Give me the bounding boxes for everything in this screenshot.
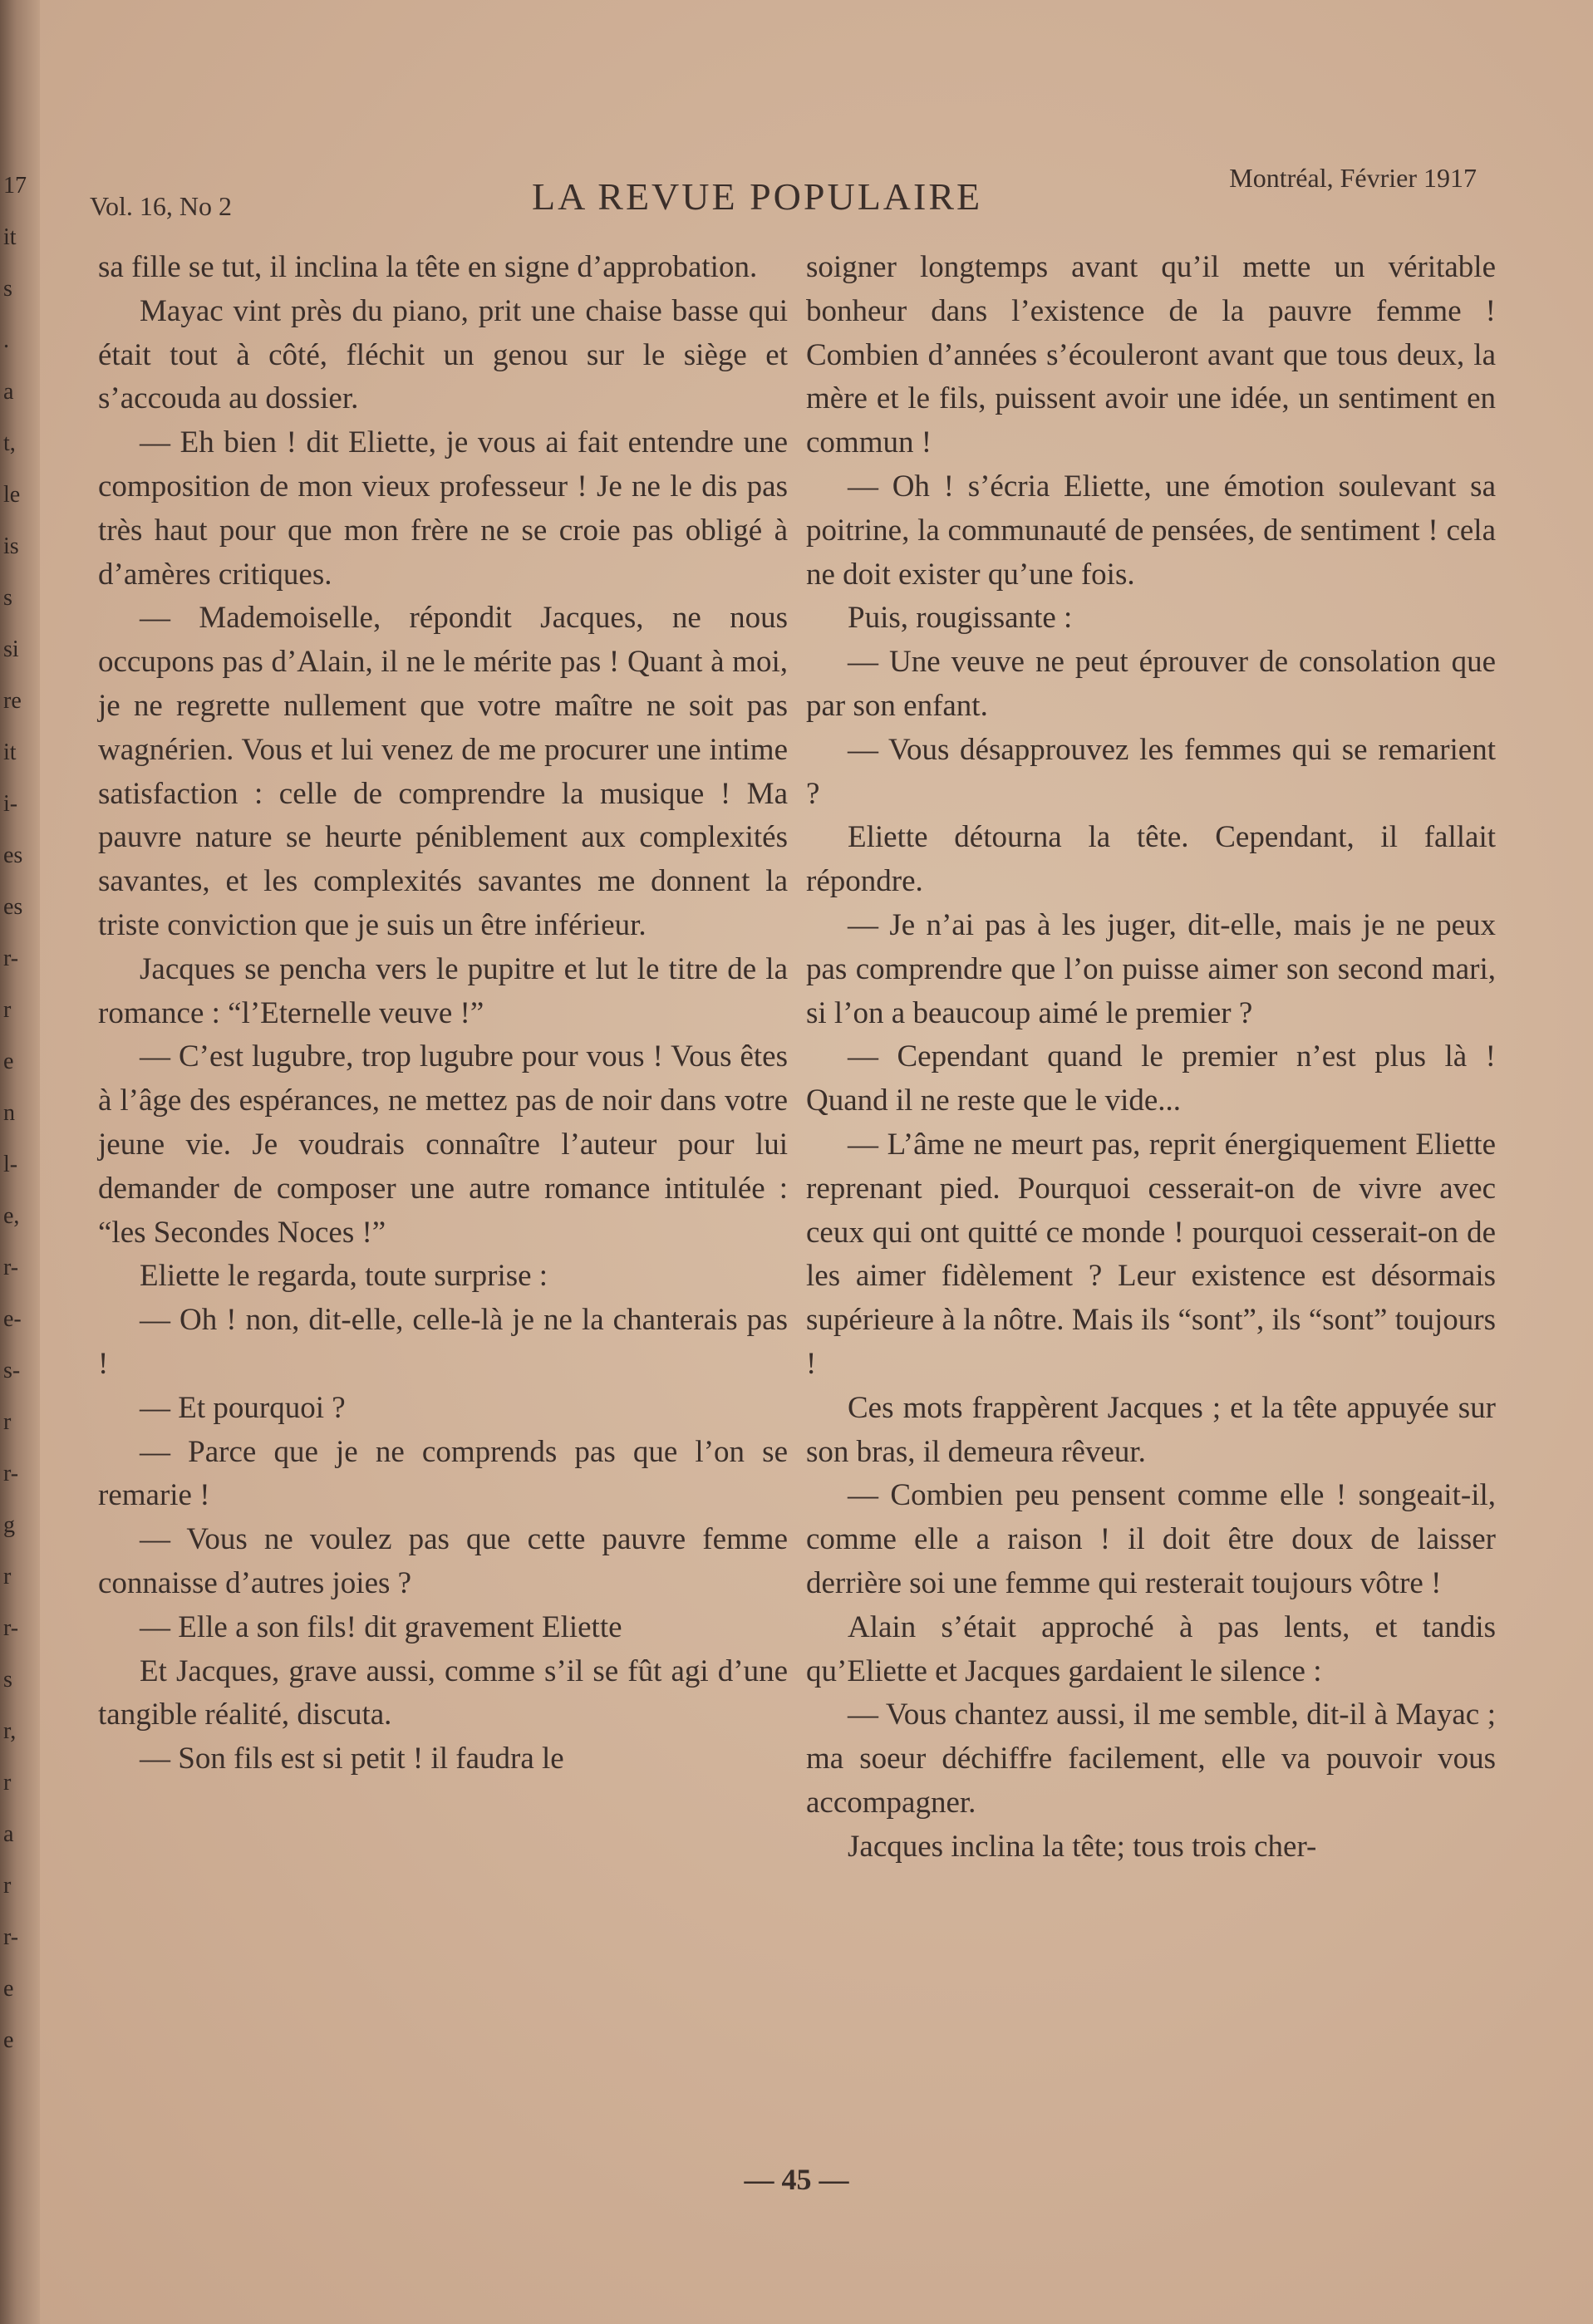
- margin-fragment: it: [3, 224, 17, 250]
- paragraph: — Vous désapprouvez les femmes qui se remarient ?: [806, 732, 1496, 811]
- margin-fragment: s: [3, 1667, 12, 1693]
- margin-fragment: r: [3, 1873, 12, 1899]
- paragraph: — Et pourquoi ?: [140, 1390, 346, 1425]
- margin-fragment: it: [3, 739, 17, 765]
- margin-fragment: l-: [3, 1152, 18, 1177]
- left-column: [98, 246, 788, 1781]
- paragraph: — Une veuve ne peut éprouver de consolation que par son enfant.: [806, 645, 1496, 723]
- margin-fragment: r: [3, 1770, 12, 1796]
- paragraph: — Cependant quand le premier n’est plus là ! Quand il ne reste que le vide...: [806, 1039, 1496, 1118]
- page-number: — 45 —: [744, 2163, 849, 2196]
- paragraph: — L’âme ne meurt pas, reprit énergiquement Eliette reprenant pied. Pourquoi cesserait-on de vivre avec ceux qui ont quitté ce monde ! pourquoi cesserait-on de les aimer fidèlement ? Leur existence est désormais supérieure à la nôtre. Mais ils “sont”, ils “sont” toujours !: [806, 1127, 1496, 1381]
- paragraph: Eliette détourna la tête. Cependant, il fallait répondre.: [806, 820, 1496, 899]
- paragraph: sa fille se tut, il inclina la tête en signe d’approbation.: [98, 250, 758, 284]
- margin-fragment: s: [3, 585, 12, 611]
- margin-fragment: t,: [3, 430, 16, 456]
- paragraph: — Vous ne voulez pas que cette pauvre femme connaisse d’autres joies ?: [98, 1522, 788, 1600]
- margin-fragment: r-: [3, 946, 19, 971]
- paragraph: — C’est lugubre, trop lugubre pour vous ! Vous êtes à l’âge des espérances, ne mettez pas de noir dans votre jeune vie. Je voudrais connaître l’auteur pour lui demander de composer une autre romance intitulée : “les Secondes Noces !”: [98, 1039, 788, 1250]
- paragraph: — Eh bien ! dit Eliette, je vous ai fait entendre une composition de mon vieux professeur ! Je ne le dis pas très haut pour que mon frère ne se croie pas obligé à d’amères critiques.: [98, 425, 788, 592]
- margin-fragment: e: [3, 1976, 14, 2002]
- margin-fragment: is: [3, 533, 19, 559]
- paragraph: — Vous chantez aussi, il me semble, dit-il à Mayac ; ma soeur déchiffre facilement, elle va pouvoir vous accompagner.: [806, 1698, 1496, 1820]
- paragraph: soigner longtemps avant qu’il mette un véritable bonheur dans l’existence de la pauvre femme ! Combien d’années s’écouleront avant que tous deux, la mère et le fils, puissent avoir une idée, un sentiment en commun !: [806, 250, 1496, 460]
- paragraph: — Elle a son fils! dit gravement Eliette: [140, 1609, 622, 1644]
- right-column: [806, 246, 1496, 1869]
- paragraph: Ces mots frappèrent Jacques ; et la tête appuyée sur son bras, il demeura rêveur.: [806, 1390, 1496, 1469]
- margin-fragment: r,: [3, 1718, 17, 1744]
- volume-number: Vol. 16, No 2: [90, 191, 232, 221]
- margin-fragment: r: [3, 997, 12, 1023]
- margin-fragment: r-: [3, 1255, 19, 1280]
- margin-fragment: a: [3, 1821, 14, 1847]
- margin-fragment: n: [3, 1100, 15, 1126]
- margin-fragment: r-: [3, 1924, 19, 1950]
- margin-fragment: s: [3, 276, 12, 302]
- margin-fragment: es: [3, 894, 23, 920]
- margin-fragment: r-: [3, 1461, 19, 1486]
- paragraph: — Combien peu pensent comme elle ! songeait-il, comme elle a raison ! il doit être doux de laisser derrière soi une femme qui resterait toujours vôtre !: [806, 1478, 1496, 1600]
- paragraph: Mayac vint près du piano, prit une chaise basse qui était tout à côté, fléchit un genou sur le siège et s’accouda au dossier.: [98, 293, 788, 416]
- margin-fragment: r: [3, 1409, 12, 1435]
- issue-date: Montréal, Février 1917: [1229, 163, 1477, 193]
- paragraph: — Je n’ai pas à les juger, dit-elle, mais je ne peux pas comprendre que l’on puisse aimer son second mari, si l’on a beaucoup aimé le premier ?: [806, 907, 1496, 1030]
- page-header: [90, 163, 1477, 221]
- margin-fragment: le: [3, 482, 21, 508]
- binding-edge: [0, 0, 40, 2324]
- margin-fragment: e,: [3, 1203, 20, 1229]
- paragraph: — Oh ! non, dit-elle, celle-là je ne la chanterais pas !: [98, 1303, 788, 1381]
- margin-fragment: i-: [3, 791, 18, 817]
- paragraph: Jacques se pencha vers le pupitre et lut le titre de la romance : “l’Eternelle veuve !”: [98, 951, 788, 1030]
- paragraph: — Oh ! s’écria Eliette, une émotion soulevant sa poitrine, la communauté de pensées, de sentiment ! cela ne doit exister qu’une fois.: [806, 469, 1496, 592]
- margin-fragment: .: [3, 327, 9, 353]
- margin-fragment: a: [3, 379, 14, 405]
- margin-fragment: e: [3, 2027, 14, 2053]
- margin-fragment: r-: [3, 1615, 19, 1641]
- margin-fragment: 17: [3, 173, 27, 199]
- journal-title: LA REVUE POPULAIRE: [532, 175, 983, 218]
- paragraph: Alain s’était approché à pas lents, et tandis qu’Eliette et Jacques gardaient le silence :: [806, 1609, 1496, 1688]
- paragraph: Jacques inclina la tête; tous trois cher-: [848, 1829, 1317, 1864]
- margin-fragment: re: [3, 688, 22, 714]
- paragraph: — Son fils est si petit ! il faudra le: [140, 1742, 564, 1776]
- paragraph: Eliette le regarda, toute surprise :: [140, 1259, 548, 1294]
- margin-fragment: si: [3, 636, 19, 662]
- margin-fragment: r: [3, 1564, 12, 1589]
- paragraph: — Parce que je ne comprends pas que l’on se remarie !: [98, 1434, 788, 1513]
- margin-fragment: es: [3, 843, 23, 868]
- paragraph: — Mademoiselle, répondit Jacques, ne nous occupons pas d’Alain, il ne le mérite pas ! Quant à moi, je ne regrette nullement que votre maître ne soit pas wagnérien. Vous et lui venez de me procurer une intime satisfaction : celle de comprendre la musique ! Ma pauvre nature se heurte péniblement aux complexités savantes, et les complexités savantes me donnent la triste conviction que je suis un être inférieur.: [98, 601, 788, 942]
- margin-fragment: s-: [3, 1358, 21, 1383]
- margin-fragment: g: [3, 1512, 15, 1538]
- paragraph: Puis, rougissante :: [848, 601, 1073, 636]
- margin-fragment: e: [3, 1049, 14, 1074]
- margin-fragment: e-: [3, 1306, 22, 1332]
- paragraph: Et Jacques, grave aussi, comme s’il se fût agi d’une tangible réalité, discuta.: [98, 1653, 788, 1732]
